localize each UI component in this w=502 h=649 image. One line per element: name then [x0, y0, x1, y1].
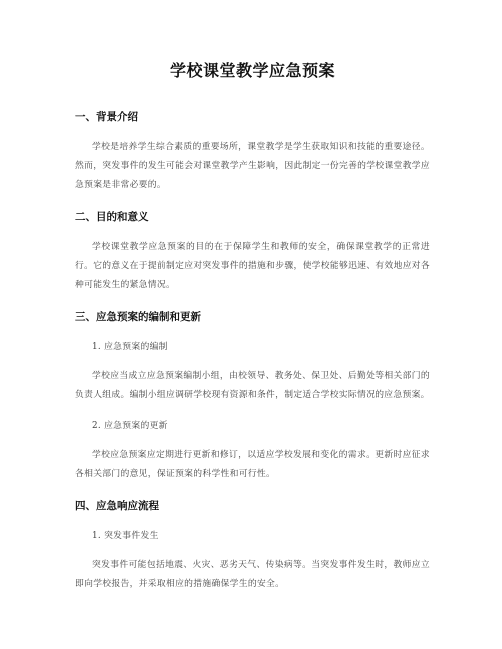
section-compilation: [75, 309, 430, 484]
subsection-label: 1. 应急预案的编制: [92, 342, 168, 352]
section-response-flow: [75, 498, 430, 594]
paragraph: 突发事件可能包括地震、火灾、恶劣天气、传染病等。当突发事件发生时，教师应立即向学校报告，并采取相应的措施确保学生的安全。: [75, 560, 430, 589]
section-purpose: [75, 209, 430, 295]
document-title: 学校课堂教学应急预案: [169, 61, 335, 80]
paragraph: 学校课堂教学应急预案的目的在于保障学生和教师的安全，确保课堂教学的正常进行。它的意义在于提前制定应对突发事件的措施和步骤，使学校能够迅速、有效地应对各种可能发生的紧急情况。: [75, 242, 430, 290]
section-heading: 四、应急响应流程: [75, 500, 159, 512]
subsection-label: 2. 应急预案的更新: [92, 421, 168, 431]
subsection-label: 1. 突发事件发生: [92, 531, 159, 541]
section-heading: 一、背景介绍: [75, 111, 138, 123]
paragraph: 学校应当成立应急预案编制小组，由校领导、教务处、保卫处、后勤处等相关部门的负责人组成。编制小组应调研学校现有资源和条件，制定适合学校实际情况的应急预案。: [75, 371, 430, 400]
section-heading: 三、应急预案的编制和更新: [75, 311, 201, 323]
section-background: [75, 109, 430, 195]
paragraph: 学校应急预案应定期进行更新和修订，以适应学校发展和变化的需求。更新时应征求各相关部门的意见，保证预案的科学性和可行性。: [75, 450, 430, 479]
section-heading: 二、目的和意义: [75, 211, 149, 223]
paragraph: 学校是培养学生综合素质的重要场所，课堂教学是学生获取知识和技能的重要途径。然而，突发事件的发生可能会对课堂教学产生影响，因此制定一份完善的学校课堂教学应急预案是非常必要的。: [75, 142, 430, 190]
